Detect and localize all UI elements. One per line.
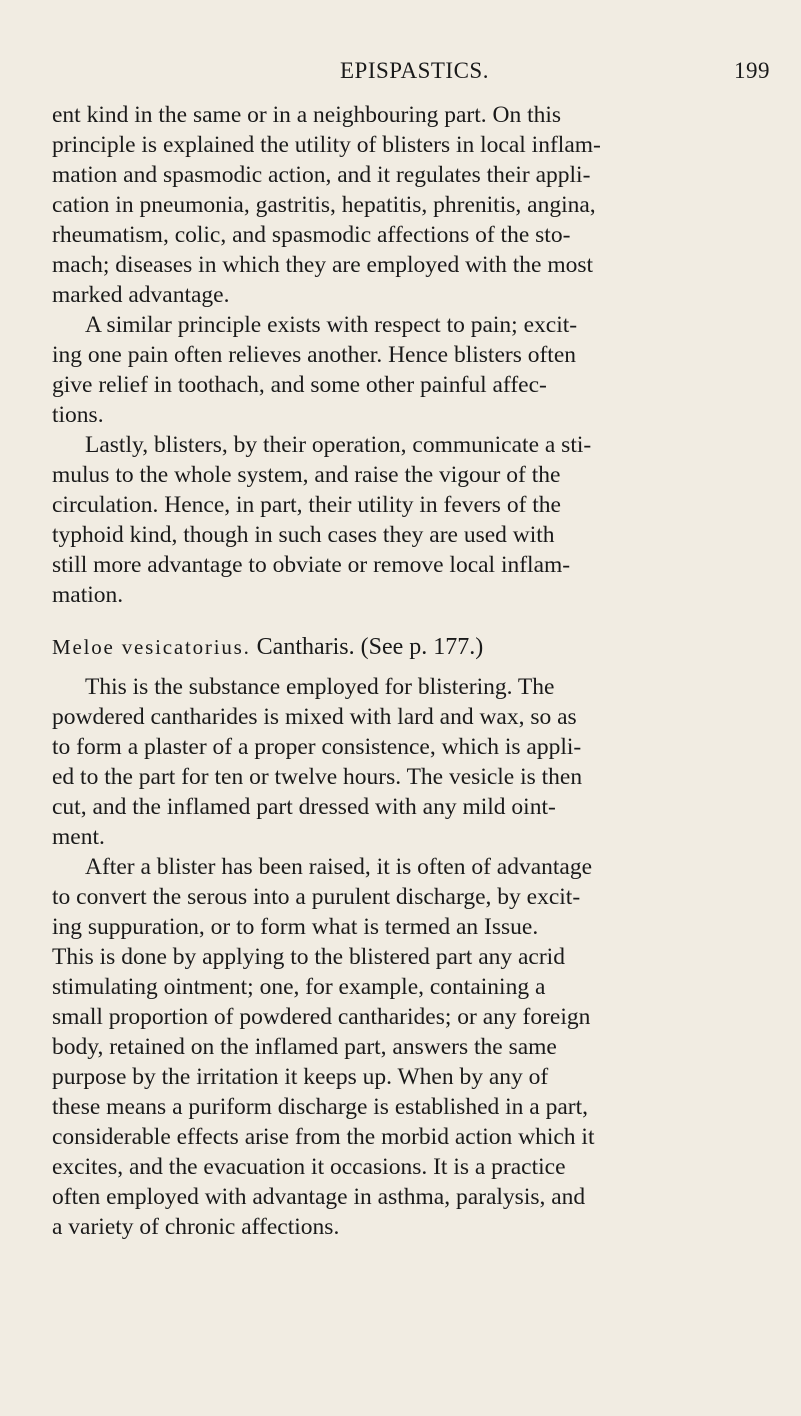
text-line: A similar principle exists with respect to pain; excit- [85, 312, 578, 338]
text-line: This is done by applying to the blistered part any acrid [52, 944, 565, 970]
text-line: This is the substance employed for blistering. The [85, 674, 555, 700]
text-line: typhoid kind, though in such cases they are used with [52, 522, 555, 548]
text-line: cation in pneumonia, gastritis, hepatitis, phrenitis, angina, [52, 192, 596, 218]
text-line: ing one pain often relieves another. Hence blisters often [52, 342, 576, 368]
text-line: give relief in toothach, and some other painful affec- [52, 372, 547, 398]
text-line: cut, and the inflamed part dressed with any mild oint- [52, 794, 556, 820]
text-line: small proportion of powdered cantharides; or any foreign [52, 1004, 591, 1030]
text-line: powdered cantharides is mixed with lard and wax, so as [52, 704, 577, 730]
text-line: circulation. Hence, in part, their utility in fevers of the [52, 492, 561, 518]
text-line: ent kind in the same or in a neighbouring part. On this [52, 102, 562, 128]
text-line: mation and spasmodic action, and it regulates their appli- [52, 162, 591, 188]
text-line: still more advantage to obviate or remove local inflam- [52, 552, 571, 578]
section-heading [52, 632, 483, 662]
text-line: a variety of chronic affections. [52, 1214, 340, 1240]
running-title: EPISPASTICS. [340, 58, 489, 83]
text-line: ed to the part for ten or twelve hours. The vesicle is then [52, 764, 583, 790]
text-line: principle is explained the utility of blisters in local inflam- [52, 132, 601, 158]
text-line: excites, and the evacuation it occasions. It is a practice [52, 1154, 566, 1180]
text-line: ment. [52, 824, 105, 850]
text-line: often employed with advantage in asthma, paralysis, and [52, 1184, 586, 1210]
text-line: mach; diseases in which they are employed with the most [52, 252, 594, 278]
text-line: these means a puriform discharge is established in a part, [52, 1094, 588, 1120]
text-line: rheumatism, colic, and spasmodic affections of the sto- [52, 222, 571, 248]
text-line: tions. [52, 402, 104, 428]
heading-latin-name: Meloe vesicatorius. [52, 635, 251, 659]
text-line: marked advantage. [52, 282, 230, 308]
text-line: considerable effects arise from the morbid action which it [52, 1124, 595, 1150]
running-head [322, 58, 770, 88]
text-line: purpose by the irritation it keeps up. When by any of [52, 1064, 549, 1090]
text-line: Lastly, blisters, by their operation, communicate a sti- [85, 432, 592, 458]
text-line: mulus to the whole system, and raise the vigour of the [52, 462, 561, 488]
text-line: ing suppuration, or to form what is termed an Issue. [52, 914, 539, 940]
text-line: to form a plaster of a proper consistence, which is appli- [52, 734, 582, 760]
heading-synonym: Cantharis. (See p. 177.) [256, 634, 484, 660]
text-line: to convert the serous into a purulent discharge, by excit- [52, 884, 581, 910]
text-line: stimulating ointment; one, for example, containing a [52, 974, 546, 1000]
text-line: mation. [52, 582, 124, 608]
page-number: 199 [734, 58, 770, 83]
text-line: body, retained on the inflamed part, answers the same [52, 1034, 557, 1060]
text-line: After a blister has been raised, it is often of advantage [85, 854, 593, 880]
